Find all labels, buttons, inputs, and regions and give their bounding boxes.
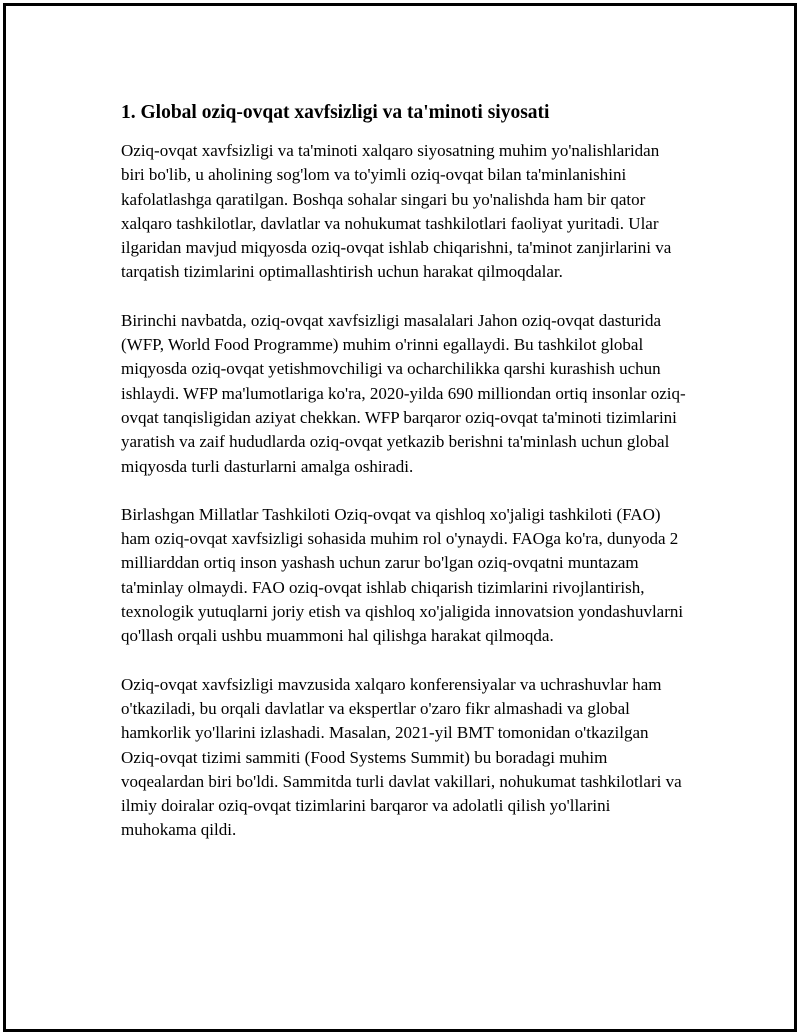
document-body <box>121 100 686 867</box>
section-heading: 1. Global oziq-ovqat xavfsizligi va ta'minoti siyosati <box>121 102 550 123</box>
paragraph-2: Birinchi navbatda, oziq-ovqat xavfsizligi masalalari Jahon oziq-ovqat dasturida (WFP, World Food Programme) muhim o'rinni egallaydi. Bu tashkilot global miqyosda oziq-ovqat yetishmovchiligi va ocharchilikka qarshi kurashish uchun ishlaydi. WFP ma'lumotlariga ko'ra, 2020-yilda 690 milliondan ortiq insonlar oziq-ovqat tanqisligidan aziyat chekkan. WFP barqaror oziq-ovqat ta'minoti tizimlarini yaratish va zaif hududlarda oziq-ovqat yetkazib berishni ta'minlash uchun global miqyosda turli dasturlarni amalga oshiradi. <box>121 310 686 476</box>
paragraph-3: Birlashgan Millatlar Tashkiloti Oziq-ovqat va qishloq xo'jaligi tashkiloti (FAO) ham oziq-ovqat xavfsizligi sohasida muhim rol o'ynaydi. FAOga ko'ra, dunyoda 2 milliarddan ortiq inson yashash uchun zarur bo'lgan oziq-ovqatni muntazam ta'minlay olmaydi. FAO oziq-ovqat ishlab chiqarish tizimlarini rivojlantirish, texnologik yutuqlarni joriy etish va qishloq xo'jaligida innovatsion yondashuvlarni qo'llash orqali ushbu muammoni hal qilishga harakat qilmoqda. <box>121 504 684 646</box>
paragraph-4: Oziq-ovqat xavfsizligi mavzusida xalqaro konferensiyalar va uchrashuvlar ham o'tkaziladi, bu orqali davlatlar va ekspertlar o'zaro fikr almashadi va global hamkorlik yo'llarini izlashadi. Masalan, 2021-yil BMT tomonidan o'tkazilgan Oziq-ovqat tizimi sammiti (Food Systems Summit) bu boradagi muhim voqealardan biri bo'ldi. Sammitda turli davlat vakillari, nohukumat tashkilotlari va ilmiy doiralar oziq-ovqat tizimlarini barqaror va adolatli qilish yo'llarini muhokama qildi. <box>121 674 682 840</box>
paragraph-1: Oziq-ovqat xavfsizligi va ta'minoti xalqaro siyosatning muhim yo'nalishlaridan biri bo'lib, u aholining sog'lom va to'yimli oziq-ovqat bilan ta'minlanishini kafolatlashga qaratilgan. Boshqa sohalar singari bu yo'nalishda ham bir qator xalqaro tashkilotlar, davlatlar va nohukumat tashkilotlari faoliyat yuritadi. Ular ilgaridan mavjud miqyosda oziq-ovqat ishlab chiqarishni, ta'minot zanjirlarini va tarqatish tizimlarini optimallashtirish uchun harakat qilmoqdalar. <box>121 141 672 282</box>
page-border <box>3 3 797 1032</box>
